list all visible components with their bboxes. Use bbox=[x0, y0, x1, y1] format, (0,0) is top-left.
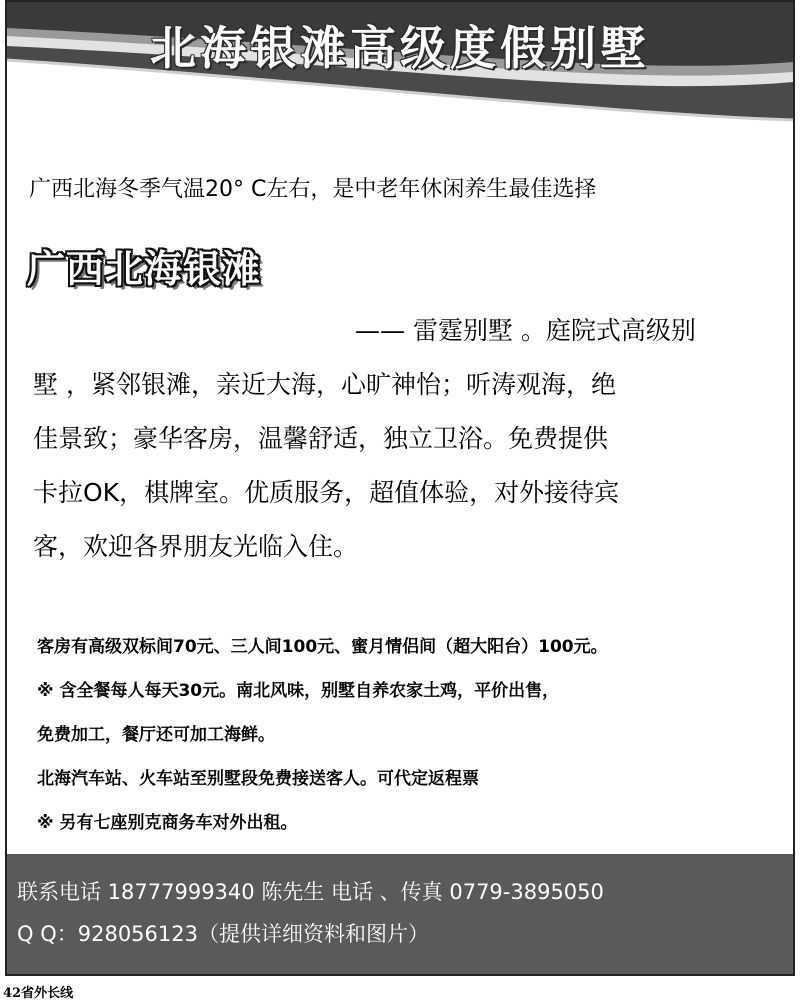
details-section bbox=[37, 625, 787, 845]
details-line: 免费加工，餐厅还可加工海鲜。 bbox=[37, 725, 275, 745]
description-line: 客，欢迎各界朋友光临入住。 bbox=[33, 532, 359, 561]
advertisement-frame bbox=[5, 0, 795, 976]
description-line: 佳景致；豪华客房，温馨舒适，独立卫浴。免费提供 bbox=[33, 424, 609, 453]
contact-bar bbox=[7, 854, 793, 974]
description-line: 墅 ，紧邻银滩，亲近大海，心旷神怡；听涛观海，绝 bbox=[33, 370, 616, 399]
details-line: 北海汽车站、火车站至别墅段免费接送客人。可代定返程票 bbox=[37, 769, 479, 789]
header-banner bbox=[7, 2, 793, 127]
brand-title: 广西北海银滩 bbox=[27, 247, 262, 291]
intro-text: 广西北海冬季气温20° C左右，是中老年休闲养生最佳选择 bbox=[29, 177, 597, 202]
page-footer-label: 42省外长线 bbox=[3, 986, 74, 1001]
contact-qq-line: Q Q：928056123（提供详细资料和图片） bbox=[17, 922, 429, 946]
details-line: ※ 另有七座别克商务车对外出租。 bbox=[37, 813, 298, 833]
details-line: ※ 含全餐每人每天30元。南北风味，别墅自养农家土鸡，平价出售， bbox=[37, 681, 560, 701]
description-line: —— 雷霆别墅 。庭院式高级别 bbox=[355, 316, 696, 345]
description-line: 卡拉OK，棋牌室。优质服务，超值体验，对外接待宾 bbox=[33, 478, 620, 507]
page-title: 北海银滩高级度假别墅 bbox=[150, 21, 650, 75]
contact-phone-line: 联系电话 18777999340 陈先生 电话 、传真 0779-3895050 bbox=[17, 880, 604, 904]
main-description bbox=[33, 304, 783, 574]
details-line: 客房有高级双标间70元、三人间100元、蜜月情侣间（超大阳台）100元。 bbox=[37, 637, 608, 657]
